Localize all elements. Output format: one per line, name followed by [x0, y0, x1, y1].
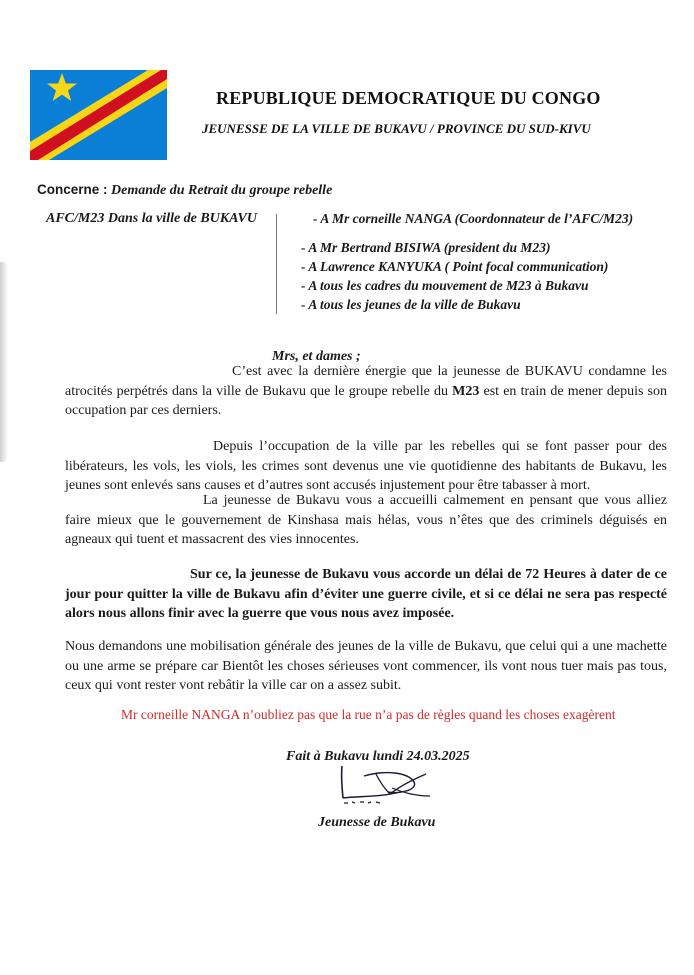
paragraph-4 — [65, 565, 667, 624]
paragraph-3-text: La jeunesse de Bukavu vous a accueilli calmement en pensant que vous alliez faire mieux que le gouvernement de Kinshasa mais hélas, vous n’êtes que des criminels déguisés en agneaux qui tuent et massacrent des vies innocentes. — [65, 493, 667, 547]
paragraph-2 — [65, 437, 667, 496]
country-title: REPUBLIQUE DEMOCRATIQUE DU CONGO — [216, 88, 601, 108]
paragraph-1 — [65, 362, 667, 421]
recipient-5: - A tous les jeunes de la ville de Bukavu — [301, 297, 521, 312]
signer: Jeunesse de Bukavu — [318, 815, 436, 830]
paragraph-2-text: Depuis l’occupation de la ville par les rebelles qui se font passer pour des libérateurs, les vols, les viols, les crimes sont devenus une vie quotidienne des habitants de Bukavu, les jeunes sont enlevés sans causes et d’autres sont accusés injustement pour être tabasser à mort. — [65, 439, 667, 493]
paragraph-5: Nous demandons une mobilisation générale des jeunes de la ville de Bukavu, que celui qui a une machette ou une arme se prépare car Bientôt les choses sérieuses vont commencer, ils vont nous tuer mais pas tous, ceux qui vont rester vont rebâtir la ville car on a assez subit. — [65, 639, 667, 693]
subtitle: JEUNESSE DE LA VILLE DE BUKAVU / PROVINCE DU SUD-KIVU — [202, 121, 591, 136]
paragraph-1-end: est en train de mener depuis son occupation par ces derniers. — [65, 383, 667, 418]
page-edge-shadow — [0, 262, 8, 462]
paragraph-1-m23: M23 — [452, 383, 480, 399]
concerne-line2: AFC/M23 Dans la ville de BUKAVU — [46, 211, 257, 226]
paragraph-3 — [65, 491, 667, 550]
recipient-bracket — [276, 214, 277, 314]
recipient-3: - A Lawrence KANYUKA ( Point focal communication) — [301, 259, 609, 274]
paragraph-1-start: C’est avec la dernière énergie que la jeunesse de BUKAVU condamne les atrocités perpétrés dans la ville de Bukavu que le groupe rebelle du — [65, 364, 667, 399]
signature — [330, 762, 440, 808]
salutation: Mrs, et dames ; — [272, 349, 361, 364]
drc-flag-icon — [30, 70, 167, 160]
concerne-label: Concerne : — [37, 182, 108, 197]
recipient-2: - A Mr Bertrand BISIWA (president du M23) — [301, 240, 551, 255]
recipient-4: - A tous les cadres du mouvement de M23 à Bukavu — [301, 278, 589, 293]
recipient-1: - A Mr corneille NANGA (Coordonnateur de l’AFC/M23) — [313, 211, 634, 226]
concerne-line — [37, 182, 332, 199]
place-date: Fait à Bukavu lundi 24.03.2025 — [286, 749, 470, 764]
paragraph-4-text: Sur ce, la jeunesse de Bukavu vous accorde un délai de 72 Heures à dater de ce jour pour quitter la ville de Bukavu afin d’éviter une guerre civile, et si ce délai ne sera pas respecté alors nous allons finir avec la guerre que vous nous avez imposée. — [65, 567, 667, 621]
warning-line: Mr corneille NANGA n’oubliez pas que la rue n’a pas de règles quand les choses exagèrent — [121, 707, 616, 722]
concerne-value: Demande du Retrait du groupe rebelle — [111, 183, 333, 198]
